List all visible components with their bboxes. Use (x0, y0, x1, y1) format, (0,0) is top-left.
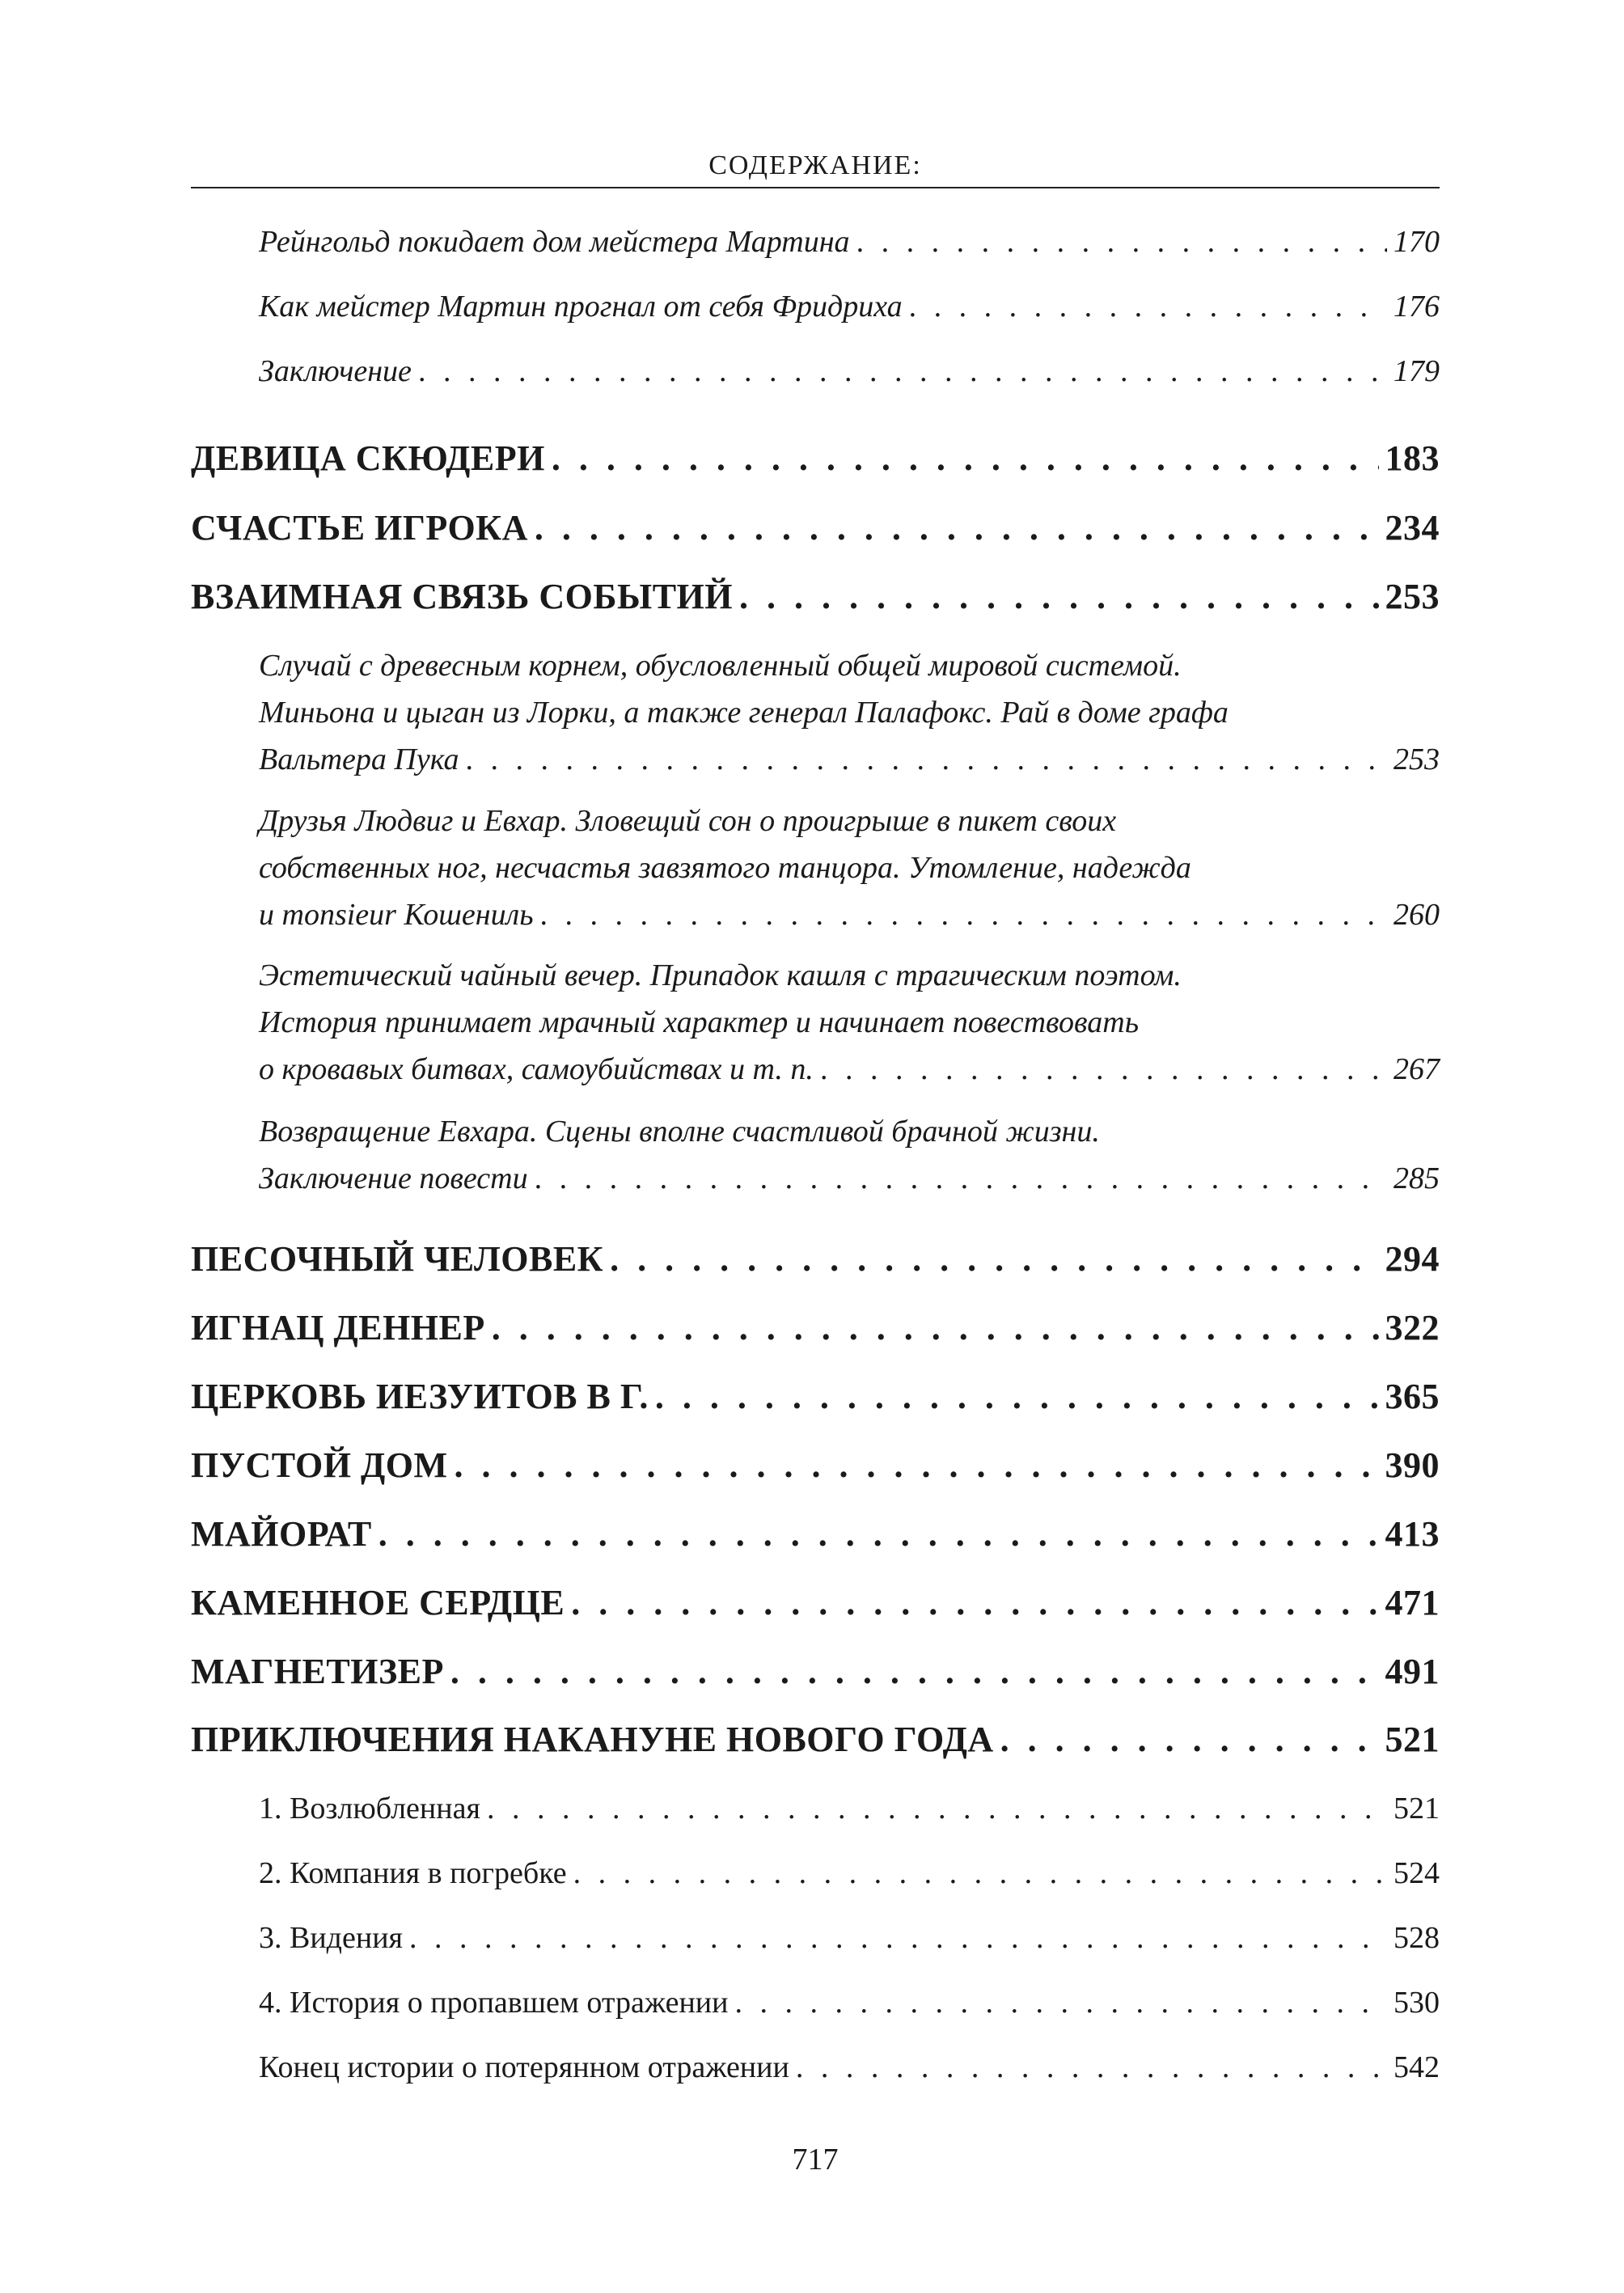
toc-entry-page-number: 170 (1394, 225, 1440, 259)
toc-entry-leader-line (259, 1979, 1440, 2026)
toc-entry-sub (259, 283, 1440, 330)
toc-entry-title: Рейнгольд покидает дом мейстера Мартина (259, 225, 850, 259)
toc-entry-page-number: 521 (1394, 1792, 1440, 1826)
toc-entry-text-line: Друзья Людвиг и Евхар. Зловещий сон о проигрыше в пикет своих (259, 804, 1117, 838)
toc-entry-leader-line (259, 736, 1440, 783)
toc-entry-leader-line (259, 283, 1440, 330)
toc-entry-page-number: 294 (1385, 1239, 1440, 1279)
toc-page (191, 0, 1440, 2293)
toc-entry-page-number: 413 (1385, 1514, 1440, 1554)
toc-entry-title: ВЗАИМНАЯ СВЯЗЬ СОБЫТИЙ (191, 577, 733, 616)
toc-entry-title: Конец истории о потерянном отражении (259, 2050, 789, 2084)
toc-entry-leader-line (259, 1785, 1440, 1832)
toc-entry-page-number: 267 (1394, 1052, 1440, 1086)
toc-entry-title: и monsieur Кошениль (259, 898, 534, 932)
toc-entry-page-number: 530 (1394, 1986, 1440, 2020)
dot-leader (655, 1373, 1379, 1420)
toc-entry-page-number: 234 (1385, 508, 1440, 548)
toc-entry-sub (259, 2044, 1440, 2091)
toc-entry-main (191, 435, 1440, 482)
dot-leader (466, 736, 1387, 783)
toc-entry-text-line: Случай с древесным корнем, обусловленный общей мировой системой. (259, 649, 1182, 683)
toc-entry-sub (259, 797, 1440, 938)
toc-entry-title: КАМЕННОЕ СЕРДЦЕ (191, 1583, 565, 1622)
toc-entry-main (191, 573, 1440, 620)
dot-leader (535, 1155, 1387, 1202)
toc-entry-leader-line (191, 1716, 1440, 1763)
toc-entry-title: 3. Видения (259, 1921, 404, 1955)
toc-entry-leader-line (259, 1046, 1440, 1093)
toc-entry-page-number: 491 (1385, 1652, 1440, 1691)
toc-entry-leader-line (259, 348, 1440, 395)
toc-entry-sub (259, 1979, 1440, 2026)
dot-leader (492, 1305, 1379, 1352)
toc-entry-leader-line (259, 1914, 1440, 1961)
toc-entry-sub (259, 1914, 1440, 1961)
toc-entry-title: 4. История о пропавшем отражении (259, 1986, 729, 2020)
toc-entry-leader-line (259, 2044, 1440, 2091)
toc-entry-page-number: 365 (1385, 1377, 1440, 1416)
dot-leader (1000, 1716, 1379, 1763)
toc-entry-text-line: Эстетический чайный вечер. Припадок кашля с трагическим поэтом. (259, 958, 1182, 992)
toc-entry-title: Заключение повести (259, 1161, 528, 1195)
toc-entry-title: ПЕСОЧНЫЙ ЧЕЛОВЕК (191, 1239, 604, 1279)
toc-entry-page-number: 260 (1394, 898, 1440, 932)
toc-entry-leader-line (191, 1305, 1440, 1352)
toc-entry-leader-line (191, 435, 1440, 482)
toc-entry-title: ПУСТОЙ ДОМ (191, 1445, 448, 1485)
toc-entry-leader-line (259, 1155, 1440, 1202)
dot-leader (820, 1046, 1387, 1093)
dot-leader (418, 348, 1387, 395)
toc-entry-leader-line (191, 505, 1440, 552)
toc-entry-page-number: 471 (1385, 1583, 1440, 1622)
toc-entry-main (191, 1511, 1440, 1558)
toc-entry-leader-line (191, 1373, 1440, 1420)
toc-entry-text-line: Миньона и цыган из Лорки, а также генерал Палафокс. Рай в доме графа (259, 696, 1229, 730)
toc-entry-page-number: 285 (1394, 1161, 1440, 1195)
dot-leader (610, 1236, 1378, 1283)
dot-leader (739, 573, 1379, 620)
toc-entry-title: 1. Возлюбленная (259, 1792, 480, 1826)
toc-entry-title: МАГНЕТИЗЕР (191, 1652, 444, 1691)
toc-entry-title: Как мейстер Мартин прогнал от себя Фридриха (259, 290, 903, 324)
toc-entry-leader-line (259, 891, 1440, 938)
toc-entry-leader-line (191, 1511, 1440, 1558)
toc-entry-title: 2. Компания в погребке (259, 1856, 567, 1890)
toc-entry-page-number: 253 (1385, 577, 1440, 616)
page-number: 717 (792, 2143, 839, 2177)
toc-entry-leader-line (191, 1580, 1440, 1627)
toc-entry-text-line: История принимает мрачный характер и начинает повествовать (259, 1005, 1140, 1039)
toc-entry-sub (259, 348, 1440, 395)
toc-entry-main (191, 1716, 1440, 1763)
toc-entry-main (191, 1442, 1440, 1489)
dot-leader (450, 1648, 1379, 1695)
toc-entry-leader-line (191, 573, 1440, 620)
dot-leader (535, 505, 1379, 552)
toc-entry-leader-line (191, 1648, 1440, 1695)
toc-entry-title: ЦЕРКОВЬ ИЕЗУИТОВ В Г. (191, 1377, 649, 1416)
toc-entry-page-number: 524 (1394, 1856, 1440, 1890)
dot-leader (734, 1979, 1387, 2026)
dot-leader (552, 435, 1379, 482)
toc-entry-title: МАЙОРАТ (191, 1514, 372, 1554)
toc-entry-leader-line (191, 1236, 1440, 1283)
toc-entry-title: ИГНАЦ ДЕННЕР (191, 1308, 485, 1347)
dot-leader (571, 1580, 1378, 1627)
toc-entry-main (191, 1305, 1440, 1352)
dot-leader (796, 2044, 1387, 2091)
dot-leader (379, 1511, 1379, 1558)
toc-entry-page-number: 322 (1385, 1308, 1440, 1347)
toc-entry-title: Вальтера Пука (259, 742, 459, 776)
toc-entry-page-number: 542 (1394, 2050, 1440, 2084)
toc-entry-main (191, 505, 1440, 552)
toc-entry-sub (259, 1850, 1440, 1897)
toc-entry-leader-line (259, 1850, 1440, 1897)
dot-leader (455, 1442, 1379, 1489)
dot-leader (540, 891, 1388, 938)
toc-entry-sub (259, 952, 1440, 1093)
toc-entry-leader-line (259, 218, 1440, 265)
toc-entry-title: Заключение (259, 354, 412, 388)
toc-entry-title: СЧАСТЬЕ ИГРОКА (191, 508, 528, 548)
toc-entry-text-line: Возвращение Евхара. Сцены вполне счастливой брачной жизни. (259, 1115, 1100, 1149)
dot-leader (909, 283, 1387, 330)
toc-entry-sub (259, 218, 1440, 265)
toc-entry-main (191, 1580, 1440, 1627)
dot-leader (487, 1785, 1387, 1832)
toc-entry-text-line: собственных ног, несчастья завзятого танцора. Утомление, надежда (259, 851, 1191, 885)
toc-entry-sub (259, 1108, 1440, 1202)
header-rule (191, 187, 1440, 188)
toc-entry-page-number: 183 (1385, 438, 1440, 478)
toc-entry-title: ПРИКЛЮЧЕНИЯ НАКАНУНЕ НОВОГО ГОДА (191, 1720, 994, 1759)
toc-entry-page-number: 521 (1385, 1720, 1440, 1759)
toc-entry-page-number: 528 (1394, 1921, 1440, 1955)
dot-leader (856, 218, 1387, 265)
dot-leader (573, 1850, 1387, 1897)
toc-entry-title: ДЕВИЦА СКЮДЕРИ (191, 438, 545, 478)
toc-entry-main (191, 1648, 1440, 1695)
toc-entry-leader-line (191, 1442, 1440, 1489)
toc-entry-sub (259, 642, 1440, 783)
toc-entry-main (191, 1236, 1440, 1283)
toc-entry-title: о кровавых битвах, самоубийствах и т. п. (259, 1052, 814, 1086)
toc-entry-page-number: 176 (1394, 290, 1440, 324)
toc-entry-page-number: 253 (1394, 742, 1440, 776)
page-header: СОДЕРЖАНИЕ: (708, 150, 922, 180)
dot-leader (409, 1914, 1387, 1961)
toc-entry-main (191, 1373, 1440, 1420)
toc-entry-page-number: 390 (1385, 1445, 1440, 1485)
toc-entry-page-number: 179 (1394, 354, 1440, 388)
toc-entry-sub (259, 1785, 1440, 1832)
